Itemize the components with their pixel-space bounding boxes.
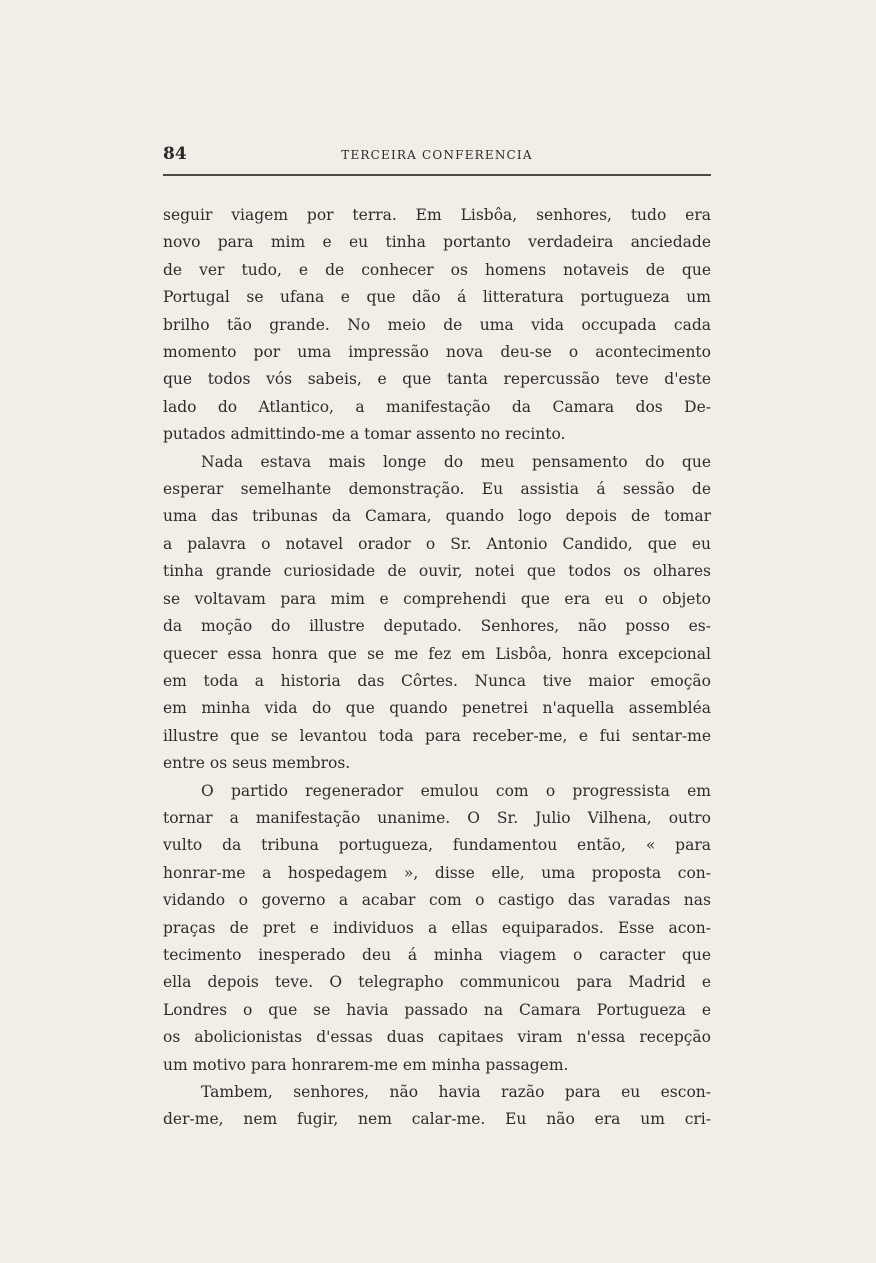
text-line: tinha grande curiosidade de ouvir, notei que todos os olhares xyxy=(163,562,711,581)
text-line: novo para mim e eu tinha portanto verdadeira anciedade xyxy=(163,233,711,252)
running-title: TERCEIRA CONFERENCIA xyxy=(341,148,533,162)
text-line: entre os seus membros. xyxy=(163,754,351,773)
text-line: illustre que se levantou toda para receber-me, e fui sentar-me xyxy=(163,726,711,745)
body-text xyxy=(163,202,711,1134)
text-line: honrar-me a hospedagem », disse elle, uma proposta con- xyxy=(163,863,711,882)
text-line: lado do Atlantico, a manifestação da Camara dos De- xyxy=(163,397,711,416)
text-line: Londres o que se havia passado na Camara Portugueza e xyxy=(163,1000,711,1019)
text-line: momento por uma impressão nova deu-se o acontecimento xyxy=(163,343,711,362)
text-line: praças de pret e individuos a ellas equiparados. Esse acon- xyxy=(163,918,711,937)
text-line: putados admittindo-me a tomar assento no recinto. xyxy=(163,425,566,444)
text-line: ella depois teve. O telegrapho communicou para Madrid e xyxy=(163,973,711,992)
text-line: O partido regenerador emulou com o progressista em xyxy=(201,781,711,800)
text-line: em minha vida do que quando penetrei n'aquella assembléa xyxy=(163,699,711,718)
text-line: esperar semelhante demonstração. Eu assistia á sessão de xyxy=(163,480,711,499)
text-line: quecer essa honra que se me fez em Lisbôa, honra excepcional xyxy=(163,644,711,663)
text-line: Nada estava mais longe do meu pensamento do que xyxy=(201,452,711,471)
text-line: da moção do illustre deputado. Senhores, não posso es- xyxy=(163,617,711,636)
text-line: vidando o governo a acabar com o castigo das varadas nas xyxy=(163,891,711,910)
text-line: uma das tribunas da Camara, quando logo depois de tomar xyxy=(163,507,711,526)
text-line: a palavra o notavel orador o Sr. Antonio Candido, que eu xyxy=(163,534,711,553)
text-line: em toda a historia das Côrtes. Nunca tive maior emoção xyxy=(163,671,711,690)
page-number: 84 xyxy=(163,144,187,164)
text-line: que todos vós sabeis, e que tanta repercussão teve d'este xyxy=(163,370,711,389)
text-line: brilho tão grande. No meio de uma vida occupada cada xyxy=(163,315,711,334)
text-line: Portugal se ufana e que dão á litteratura portugueza um xyxy=(163,288,711,307)
text-line: Tambem, senhores, não havia razão para eu escon- xyxy=(201,1083,711,1101)
text-line: der-me, nem fugir, nem calar-me. Eu não era um cri- xyxy=(163,1110,711,1129)
text-line: um motivo para honrarem-me em minha passagem. xyxy=(163,1055,569,1074)
page-header xyxy=(163,144,711,170)
text-line: vulto da tribuna portugueza, fundamentou então, « para xyxy=(163,836,711,855)
text-line: tornar a manifestação unanime. O Sr. Julio Vilhena, outro xyxy=(163,808,711,827)
text-line: de ver tudo, e de conhecer os homens notaveis de que xyxy=(163,260,711,279)
header-rule xyxy=(163,174,711,176)
text-line: se voltavam para mim e comprehendi que era eu o objeto xyxy=(163,589,711,608)
text-line: seguir viagem por terra. Em Lisbôa, senhores, tudo era xyxy=(163,206,711,224)
text-line: os abolicionistas d'essas duas capitaes viram n'essa recepção xyxy=(163,1028,711,1047)
text-line: tecimento inesperado deu á minha viagem o caracter que xyxy=(163,945,711,964)
